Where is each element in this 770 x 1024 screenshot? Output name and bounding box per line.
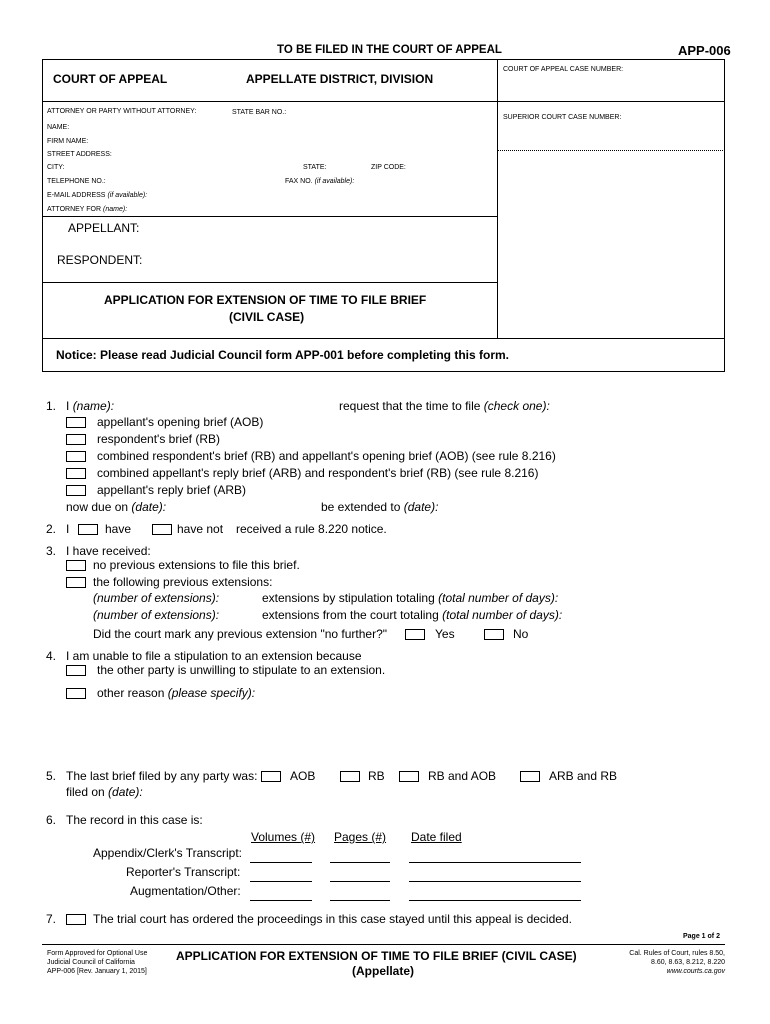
have-checkbox[interactable]: [78, 524, 98, 535]
street-label: STREET ADDRESS:: [47, 151, 112, 158]
date-filed-input[interactable]: [409, 862, 581, 863]
no-previous-checkbox[interactable]: [66, 560, 86, 571]
no-previous-label: no previous extensions to file this brief.: [93, 558, 300, 572]
date-filed-header: Date filed: [411, 830, 462, 844]
option-rb-aob-label: combined respondent's brief (RB) and appellant's opening brief (AOB) (see rule 8.216): [97, 449, 556, 463]
option-arb-label: appellant's reply brief (ARB): [97, 483, 247, 497]
record-row-label: Augmentation/Other:: [130, 884, 241, 898]
item7-number: 7.: [46, 912, 57, 926]
num-extensions-label-2: (number of extensions):: [93, 608, 220, 622]
date-filed-input[interactable]: [409, 900, 581, 901]
last-rb-aob-label: RB and AOB: [428, 769, 497, 783]
yes-label: Yes: [435, 627, 455, 641]
rules-line1: Cal. Rules of Court, rules 8.50,: [629, 950, 725, 957]
no-checkbox[interactable]: [484, 629, 504, 640]
filing-title: TO BE FILED IN THE COURT OF APPEAL: [277, 44, 502, 56]
item6-text: The record in this case is:: [66, 813, 203, 827]
item4-intro: I am unable to file a stipulation to an extension because: [66, 649, 362, 663]
district-label: APPELLATE DISTRICT, DIVISION: [246, 72, 434, 86]
item5-number: 5.: [46, 769, 57, 783]
notice-text: Notice: Please read Judicial Council form APP-001 before completing this form.: [56, 348, 509, 362]
stipulation-text: extensions by stipulation totaling (total number of days):: [262, 591, 559, 605]
pages-input[interactable]: [330, 862, 390, 863]
rb-checkbox[interactable]: [66, 434, 86, 445]
volumes-input[interactable]: [250, 881, 312, 882]
name-label: NAME:: [47, 124, 70, 131]
approved-line2: Judicial Council of California: [47, 959, 135, 966]
unwilling-checkbox[interactable]: [66, 665, 86, 676]
aob-checkbox[interactable]: [66, 417, 86, 428]
footer-title-line2: (Appellate): [352, 964, 415, 978]
previous-label: the following previous extensions:: [93, 575, 273, 589]
item1-request-text: request that the time to file (check one):: [339, 399, 550, 413]
volumes-input[interactable]: [250, 862, 312, 863]
option-rb-label: respondent's brief (RB): [97, 432, 221, 446]
previous-checkbox[interactable]: [66, 577, 86, 588]
arb-checkbox[interactable]: [66, 485, 86, 496]
item2-number: 2.: [46, 522, 57, 536]
volumes-input[interactable]: [250, 900, 312, 901]
volumes-header: Volumes (#): [251, 830, 316, 844]
yes-checkbox[interactable]: [405, 629, 425, 640]
last-rb-checkbox[interactable]: [340, 771, 360, 782]
attorney-for-label: ATTORNEY FOR (name):: [47, 206, 128, 213]
stayed-checkbox[interactable]: [66, 914, 86, 925]
option-arb-rb-label: combined appellant's reply brief (ARB) and respondent's brief (RB) (see rule 8.216): [97, 466, 539, 480]
have-not-checkbox[interactable]: [152, 524, 172, 535]
respondent-label: RESPONDENT:: [57, 253, 143, 267]
unwilling-label: the other party is unwilling to stipulate to an extension.: [97, 663, 386, 677]
attorney-label: ATTORNEY OR PARTY WITHOUT ATTORNEY:: [47, 108, 197, 115]
court-extension-text: extensions from the court totaling (total number of days):: [262, 608, 563, 622]
approved-line3: APP-006 [Rev. January 1, 2015]: [47, 968, 147, 975]
item3-number: 3.: [46, 544, 57, 558]
item2-suffix: received a rule 8.220 notice.: [236, 522, 387, 536]
item1-extend-date: be extended to (date):: [321, 500, 439, 514]
email-label: E-MAIL ADDRESS (if available):: [47, 192, 148, 199]
pages-header: Pages (#): [334, 830, 387, 844]
last-rb-label: RB: [368, 769, 385, 783]
state-bar-label: STATE BAR NO.:: [232, 109, 287, 116]
item2-prefix: I: [66, 522, 70, 536]
form-title-line2: (CIVIL CASE): [229, 310, 305, 324]
last-arb-rb-checkbox[interactable]: [520, 771, 540, 782]
pages-input[interactable]: [330, 881, 390, 882]
approved-line1: Form Approved for Optional Use: [47, 950, 148, 957]
other-reason-checkbox[interactable]: [66, 688, 86, 699]
rules-line2: 8.60, 8.63, 8.212, 8.220: [651, 959, 725, 966]
record-row-label: Appendix/Clerk's Transcript:: [93, 846, 243, 860]
last-aob-checkbox[interactable]: [261, 771, 281, 782]
last-aob-label: AOB: [290, 769, 316, 783]
case-number-label: COURT OF APPEAL CASE NUMBER:: [503, 66, 624, 73]
item1-due-date: now due on (date):: [66, 500, 167, 514]
have-not-label: have not: [177, 522, 224, 536]
other-reason-label: other reason (please specify):: [97, 686, 256, 700]
option-aob-label: appellant's opening brief (AOB): [97, 415, 264, 429]
rb-aob-checkbox[interactable]: [66, 451, 86, 462]
firm-label: FIRM NAME:: [47, 138, 89, 145]
phone-label: TELEPHONE NO.:: [47, 178, 106, 185]
item7-text: The trial court has ordered the proceedings in this case stayed until this appeal is decided.: [93, 912, 572, 926]
num-extensions-label-1: (number of extensions):: [93, 591, 220, 605]
city-label: CITY:: [47, 164, 65, 171]
appellant-label: APPELLANT:: [68, 221, 140, 235]
footer-divider: [42, 944, 725, 945]
page-number: Page 1 of 2: [683, 933, 720, 940]
item3-intro: I have received:: [66, 544, 151, 558]
no-further-question: Did the court mark any previous extension "no further?": [93, 627, 387, 641]
court-label: COURT OF APPEAL: [53, 72, 168, 86]
item6-number: 6.: [46, 813, 57, 827]
pages-input[interactable]: [330, 900, 390, 901]
item5-text: The last brief filed by any party was:: [66, 769, 258, 783]
date-filed-input[interactable]: [409, 881, 581, 882]
last-rb-aob-checkbox[interactable]: [399, 771, 419, 782]
filed-on-label: filed on (date):: [66, 785, 143, 799]
arb-rb-checkbox[interactable]: [66, 468, 86, 479]
fax-label: FAX NO. (if available):: [285, 178, 355, 185]
zip-label: ZIP CODE:: [371, 164, 406, 171]
record-row-label: Reporter's Transcript:: [126, 865, 241, 879]
website-link[interactable]: www.courts.ca.gov: [666, 968, 725, 975]
no-label: No: [513, 627, 529, 641]
item1-number: 1.: [46, 399, 57, 413]
footer-title-line1: APPLICATION FOR EXTENSION OF TIME TO FILE BRIEF (CIVIL CASE): [176, 949, 577, 963]
item1-name-prompt: I (name):: [66, 399, 115, 413]
state-label: STATE:: [303, 164, 327, 171]
have-label: have: [105, 522, 132, 536]
last-arb-rb-label: ARB and RB: [549, 769, 618, 783]
item4-number: 4.: [46, 649, 57, 663]
form-title-line1: APPLICATION FOR EXTENSION OF TIME TO FILE BRIEF: [104, 293, 427, 307]
superior-case-label: SUPERIOR COURT CASE NUMBER:: [503, 114, 622, 121]
form-number: APP-006: [678, 43, 731, 58]
